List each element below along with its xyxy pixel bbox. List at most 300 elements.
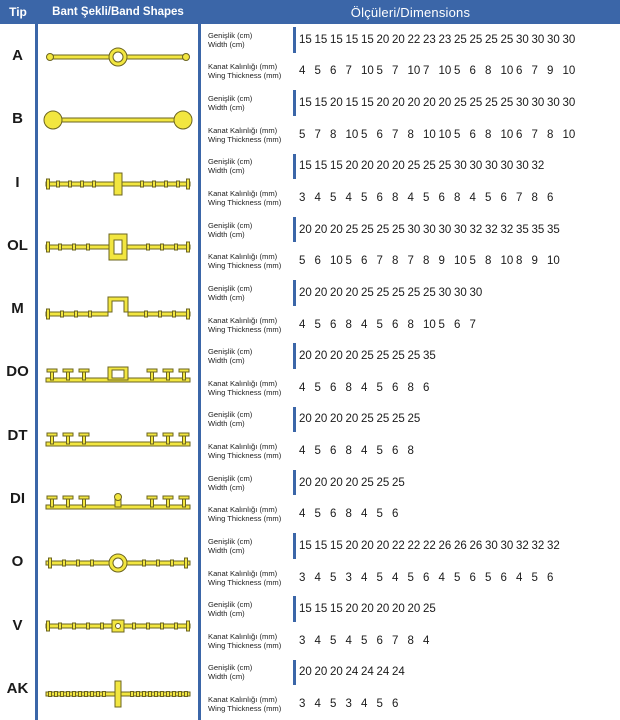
table-row bbox=[0, 467, 620, 530]
width-values bbox=[299, 477, 408, 489]
width-label-tr: Genişlik (cm) bbox=[208, 347, 253, 357]
width-value: 30 bbox=[407, 223, 421, 236]
thickness-values bbox=[299, 319, 485, 331]
width-value: 25 bbox=[454, 97, 467, 110]
width-label bbox=[208, 31, 292, 49]
value-divider bbox=[293, 343, 296, 369]
thickness-value: 5 bbox=[438, 318, 445, 331]
thickness-value: 8 bbox=[392, 255, 399, 268]
width-value: 26 bbox=[469, 539, 483, 552]
width-value: 25 bbox=[485, 97, 498, 110]
thickness-value: 5 bbox=[376, 318, 383, 331]
width-value: 20 bbox=[299, 350, 312, 363]
type-code: DO bbox=[6, 363, 29, 381]
width-label bbox=[208, 537, 292, 555]
dimension-group bbox=[201, 530, 620, 593]
width-value: 20 bbox=[345, 286, 359, 299]
thickness-label-tr: Kanat Kalınlığı (mm) bbox=[208, 695, 278, 705]
thickness-label-tr: Kanat Kalınlığı (mm) bbox=[208, 252, 278, 262]
width-value: 20 bbox=[407, 603, 421, 616]
width-line bbox=[201, 24, 620, 56]
width-value: 20 bbox=[314, 413, 328, 426]
width-value: 35 bbox=[531, 223, 545, 236]
width-value: 20 bbox=[345, 603, 359, 616]
width-line bbox=[201, 277, 620, 309]
width-value: 25 bbox=[423, 603, 436, 616]
dimension-group bbox=[201, 151, 620, 214]
band-profile-graphic bbox=[38, 214, 198, 277]
thickness-line bbox=[201, 435, 620, 467]
band-shape-ribbed-center-tube bbox=[38, 214, 198, 277]
table-row bbox=[0, 87, 620, 150]
band-shape-center-ring bbox=[38, 24, 198, 87]
thickness-value: 8 bbox=[407, 634, 414, 647]
type-code: DT bbox=[7, 426, 28, 444]
width-value: 20 bbox=[407, 97, 421, 110]
thickness-value: 6 bbox=[392, 508, 399, 521]
width-label-en: Width (cm) bbox=[208, 356, 245, 366]
width-value: 25 bbox=[376, 413, 390, 426]
width-value: 25 bbox=[361, 286, 374, 299]
dimension-group bbox=[201, 404, 620, 467]
band-profile-graphic bbox=[38, 593, 198, 656]
width-value: 25 bbox=[392, 413, 405, 426]
width-value: 25 bbox=[407, 413, 421, 426]
thickness-value: 4 bbox=[314, 698, 321, 711]
thickness-label-tr: Kanat Kalınlığı (mm) bbox=[208, 442, 278, 452]
thickness-label bbox=[208, 126, 292, 144]
band-shape-ribbed-center-hole bbox=[38, 593, 198, 656]
width-value: 15 bbox=[314, 97, 328, 110]
thickness-value: 8 bbox=[423, 255, 430, 268]
thickness-value: 10 bbox=[500, 65, 514, 78]
width-line bbox=[201, 530, 620, 562]
thickness-value: 10 bbox=[438, 128, 452, 141]
width-value: 30 bbox=[531, 97, 545, 110]
width-value: 25 bbox=[407, 350, 421, 363]
width-value: 25 bbox=[407, 160, 421, 173]
band-shape-ribbed-center-ring bbox=[38, 530, 198, 593]
table-row bbox=[0, 214, 620, 277]
thickness-value: 5 bbox=[314, 381, 321, 394]
width-value: 24 bbox=[345, 666, 359, 679]
thickness-value: 6 bbox=[330, 318, 337, 331]
thickness-value: 5 bbox=[314, 508, 321, 521]
thickness-value: 8 bbox=[531, 191, 538, 204]
width-value: 20 bbox=[376, 33, 390, 46]
thickness-value: 10 bbox=[500, 128, 514, 141]
thickness-value: 8 bbox=[345, 318, 352, 331]
width-value: 25 bbox=[361, 476, 374, 489]
thickness-value: 10 bbox=[500, 255, 514, 268]
band-profile-graphic bbox=[38, 87, 198, 150]
width-value: 20 bbox=[361, 603, 374, 616]
band-shape-anchor-center-bulb bbox=[38, 467, 198, 530]
width-label-tr: Genişlik (cm) bbox=[208, 410, 253, 420]
thickness-value: 7 bbox=[423, 65, 430, 78]
width-value: 25 bbox=[361, 350, 374, 363]
width-label-en: Width (cm) bbox=[208, 672, 245, 682]
thickness-label-en: Wing Thickness (mm) bbox=[208, 451, 282, 461]
thickness-label bbox=[208, 569, 292, 587]
width-value: 25 bbox=[345, 223, 359, 236]
thickness-value: 10 bbox=[547, 255, 560, 268]
thickness-value: 5 bbox=[314, 65, 321, 78]
width-value: 25 bbox=[392, 350, 405, 363]
width-value: 20 bbox=[392, 160, 405, 173]
width-value: 30 bbox=[469, 160, 483, 173]
thickness-value: 4 bbox=[299, 318, 306, 331]
thickness-values bbox=[299, 382, 439, 394]
width-value: 25 bbox=[500, 97, 514, 110]
thickness-value: 5 bbox=[376, 65, 383, 78]
thickness-value: 4 bbox=[361, 445, 368, 458]
width-label-tr: Genişlik (cm) bbox=[208, 94, 253, 104]
table-row bbox=[0, 530, 620, 593]
table-row bbox=[0, 593, 620, 656]
thickness-value: 5 bbox=[531, 571, 538, 584]
band-profile-graphic bbox=[38, 24, 198, 87]
thickness-values bbox=[299, 508, 408, 520]
thickness-value: 5 bbox=[454, 65, 461, 78]
thickness-label bbox=[208, 505, 292, 523]
width-value: 30 bbox=[547, 33, 560, 46]
band-profile-graphic bbox=[38, 530, 198, 593]
width-value: 30 bbox=[485, 539, 498, 552]
band-shape-anchor-flat bbox=[38, 404, 198, 467]
band-profile-graphic bbox=[38, 404, 198, 467]
thickness-values bbox=[299, 572, 563, 584]
width-label-tr: Genişlik (cm) bbox=[208, 536, 253, 546]
thickness-value: 5 bbox=[345, 255, 352, 268]
thickness-label-tr: Kanat Kalınlığı (mm) bbox=[208, 568, 278, 578]
width-label-en: Width (cm) bbox=[208, 482, 245, 492]
width-value: 25 bbox=[423, 286, 436, 299]
width-value: 30 bbox=[516, 160, 529, 173]
width-label bbox=[208, 474, 292, 492]
width-value: 32 bbox=[531, 539, 545, 552]
band-profile-graphic bbox=[38, 151, 198, 214]
width-label bbox=[208, 347, 292, 365]
width-value: 25 bbox=[500, 33, 514, 46]
thickness-value: 5 bbox=[330, 698, 337, 711]
thickness-value: 5 bbox=[485, 191, 492, 204]
width-value: 35 bbox=[547, 223, 560, 236]
width-value: 30 bbox=[500, 539, 514, 552]
width-value: 25 bbox=[376, 350, 390, 363]
header-dimensions: Ölçüleri/Dimensions bbox=[201, 0, 620, 24]
thickness-line bbox=[201, 562, 620, 594]
width-value: 25 bbox=[469, 33, 483, 46]
thickness-value: 5 bbox=[330, 634, 337, 647]
width-label-tr: Genişlik (cm) bbox=[208, 220, 253, 230]
thickness-value: 7 bbox=[392, 128, 399, 141]
width-value: 32 bbox=[500, 223, 514, 236]
thickness-value: 4 bbox=[407, 191, 414, 204]
width-value: 30 bbox=[485, 160, 498, 173]
thickness-value: 7 bbox=[469, 318, 476, 331]
thickness-label-en: Wing Thickness (mm) bbox=[208, 134, 282, 144]
width-value: 24 bbox=[392, 666, 405, 679]
width-value: 15 bbox=[299, 539, 312, 552]
thickness-value: 10 bbox=[562, 128, 576, 141]
thickness-value: 8 bbox=[547, 128, 554, 141]
type-code: AK bbox=[6, 679, 29, 697]
width-label-en: Width (cm) bbox=[208, 39, 245, 49]
thickness-value: 6 bbox=[547, 571, 554, 584]
thickness-line bbox=[201, 688, 620, 720]
width-value: 25 bbox=[376, 223, 390, 236]
thickness-value: 8 bbox=[485, 65, 492, 78]
width-value: 25 bbox=[376, 476, 390, 489]
width-line bbox=[201, 151, 620, 183]
width-value: 25 bbox=[454, 33, 467, 46]
width-value: 30 bbox=[516, 97, 529, 110]
thickness-value: 8 bbox=[345, 381, 352, 394]
width-value: 25 bbox=[469, 97, 483, 110]
thickness-label-en: Wing Thickness (mm) bbox=[208, 261, 282, 271]
thickness-value: 8 bbox=[485, 128, 492, 141]
width-values bbox=[299, 666, 408, 678]
thickness-value: 4 bbox=[299, 508, 306, 521]
width-label-en: Width (cm) bbox=[208, 545, 245, 555]
thickness-label-en: Wing Thickness (mm) bbox=[208, 514, 282, 524]
width-value: 25 bbox=[361, 413, 374, 426]
width-value: 15 bbox=[330, 33, 343, 46]
thickness-value: 8 bbox=[485, 255, 492, 268]
thickness-value: 7 bbox=[376, 255, 383, 268]
width-value: 20 bbox=[392, 97, 405, 110]
thickness-value: 5 bbox=[361, 128, 368, 141]
type-code: DI bbox=[10, 489, 25, 507]
width-value: 22 bbox=[407, 539, 421, 552]
thickness-value: 5 bbox=[376, 381, 383, 394]
width-label bbox=[208, 94, 292, 112]
thickness-value: 5 bbox=[314, 445, 321, 458]
width-value: 22 bbox=[407, 33, 421, 46]
width-value: 30 bbox=[469, 286, 483, 299]
width-value: 15 bbox=[299, 603, 312, 616]
width-value: 30 bbox=[562, 33, 576, 46]
band-profile-graphic bbox=[38, 657, 198, 720]
header-tip: Tip bbox=[0, 0, 36, 24]
thickness-label-en: Wing Thickness (mm) bbox=[208, 640, 282, 650]
thickness-value: 3 bbox=[345, 698, 352, 711]
thickness-line bbox=[201, 625, 620, 657]
width-value: 20 bbox=[314, 666, 328, 679]
thickness-label bbox=[208, 189, 292, 207]
band-shape-end-bulbs bbox=[38, 87, 198, 150]
type-code: A bbox=[12, 47, 23, 65]
value-divider bbox=[293, 660, 296, 686]
thickness-value: 8 bbox=[407, 128, 414, 141]
thickness-label bbox=[208, 62, 292, 80]
width-label-tr: Genişlik (cm) bbox=[208, 600, 253, 610]
width-value: 25 bbox=[423, 160, 436, 173]
thickness-value: 5 bbox=[330, 571, 337, 584]
width-value: 15 bbox=[299, 97, 312, 110]
thickness-value: 6 bbox=[454, 318, 461, 331]
band-profile-graphic bbox=[38, 467, 198, 530]
width-value: 15 bbox=[361, 33, 374, 46]
width-value: 23 bbox=[423, 33, 436, 46]
thickness-value: 8 bbox=[454, 191, 461, 204]
width-value: 30 bbox=[516, 33, 529, 46]
width-value: 15 bbox=[314, 603, 328, 616]
width-value: 25 bbox=[407, 286, 421, 299]
thickness-line bbox=[201, 182, 620, 214]
thickness-line bbox=[201, 245, 620, 277]
width-value: 20 bbox=[345, 160, 359, 173]
thickness-line bbox=[201, 56, 620, 88]
dimension-group bbox=[201, 24, 620, 87]
thickness-value: 6 bbox=[330, 508, 337, 521]
thickness-value: 10 bbox=[330, 255, 343, 268]
thickness-value: 4 bbox=[469, 191, 476, 204]
value-divider bbox=[293, 533, 296, 559]
type-code: B bbox=[12, 110, 23, 128]
width-value: 15 bbox=[345, 97, 359, 110]
width-label bbox=[208, 663, 292, 681]
width-value: 20 bbox=[361, 539, 374, 552]
thickness-values bbox=[299, 698, 408, 710]
thickness-value: 6 bbox=[469, 128, 476, 141]
width-value: 22 bbox=[392, 539, 405, 552]
dimension-group bbox=[201, 277, 620, 340]
width-value: 32 bbox=[516, 539, 529, 552]
thickness-value: 4 bbox=[345, 191, 352, 204]
value-divider bbox=[293, 470, 296, 496]
width-label-en: Width (cm) bbox=[208, 419, 245, 429]
thickness-value: 4 bbox=[314, 191, 321, 204]
width-value: 30 bbox=[438, 223, 452, 236]
value-divider bbox=[293, 407, 296, 433]
thickness-value: 6 bbox=[392, 318, 399, 331]
width-line bbox=[201, 340, 620, 372]
thickness-value: 6 bbox=[330, 381, 337, 394]
thickness-label bbox=[208, 379, 292, 397]
thickness-value: 9 bbox=[531, 255, 538, 268]
thickness-label-en: Wing Thickness (mm) bbox=[208, 71, 282, 81]
thickness-value: 7 bbox=[392, 634, 399, 647]
thickness-value: 4 bbox=[361, 508, 368, 521]
thickness-label-en: Wing Thickness (mm) bbox=[208, 197, 282, 207]
width-value: 25 bbox=[392, 476, 405, 489]
thickness-value: 6 bbox=[361, 255, 368, 268]
dimension-group bbox=[201, 340, 620, 403]
thickness-value: 10 bbox=[423, 318, 436, 331]
width-value: 32 bbox=[485, 223, 498, 236]
thickness-value: 7 bbox=[314, 128, 321, 141]
width-value: 20 bbox=[376, 539, 390, 552]
thickness-value: 9 bbox=[547, 65, 554, 78]
width-value: 35 bbox=[516, 223, 529, 236]
thickness-value: 6 bbox=[469, 65, 476, 78]
width-values bbox=[299, 540, 563, 552]
width-label-tr: Genişlik (cm) bbox=[208, 157, 253, 167]
thickness-value: 6 bbox=[423, 381, 430, 394]
thickness-value: 8 bbox=[407, 381, 414, 394]
width-value: 15 bbox=[330, 160, 343, 173]
width-value: 32 bbox=[469, 223, 483, 236]
width-value: 30 bbox=[423, 223, 436, 236]
width-value: 20 bbox=[330, 413, 343, 426]
thickness-value: 6 bbox=[376, 128, 383, 141]
type-code: OL bbox=[7, 236, 28, 254]
width-value: 20 bbox=[330, 666, 343, 679]
width-line bbox=[201, 593, 620, 625]
width-value: 20 bbox=[299, 666, 312, 679]
width-label bbox=[208, 410, 292, 428]
width-value: 20 bbox=[314, 223, 328, 236]
dimension-group bbox=[201, 593, 620, 656]
thickness-value: 7 bbox=[407, 255, 414, 268]
table-row bbox=[0, 340, 620, 403]
width-value: 25 bbox=[392, 223, 405, 236]
thickness-value: 3 bbox=[299, 634, 306, 647]
thickness-value: 7 bbox=[516, 191, 523, 204]
header-band-shapes: Bant Şekli/Band Shapes bbox=[38, 0, 198, 24]
thickness-value: 5 bbox=[314, 318, 321, 331]
table-row bbox=[0, 151, 620, 214]
width-value: 20 bbox=[314, 476, 328, 489]
width-value: 30 bbox=[500, 160, 514, 173]
value-divider bbox=[293, 154, 296, 180]
width-label-en: Width (cm) bbox=[208, 103, 245, 113]
width-value: 20 bbox=[314, 286, 328, 299]
thickness-value: 10 bbox=[423, 128, 436, 141]
thickness-value: 5 bbox=[423, 191, 430, 204]
width-values bbox=[299, 224, 563, 236]
band-shape-ribbed-center-loop bbox=[38, 277, 198, 340]
thickness-value: 6 bbox=[423, 571, 430, 584]
thickness-value: 3 bbox=[299, 191, 306, 204]
table-row bbox=[0, 404, 620, 467]
width-values bbox=[299, 350, 439, 362]
thickness-value: 6 bbox=[330, 445, 337, 458]
type-code: I bbox=[15, 173, 20, 191]
thickness-value: 4 bbox=[299, 445, 306, 458]
width-value: 30 bbox=[562, 97, 576, 110]
value-divider bbox=[293, 217, 296, 243]
width-value: 23 bbox=[438, 33, 452, 46]
width-label bbox=[208, 157, 292, 175]
thickness-value: 7 bbox=[392, 65, 399, 78]
width-value: 20 bbox=[330, 97, 343, 110]
thickness-value: 7 bbox=[531, 128, 538, 141]
width-value: 20 bbox=[438, 97, 452, 110]
width-value: 30 bbox=[438, 286, 452, 299]
width-value: 25 bbox=[361, 223, 374, 236]
width-value: 15 bbox=[330, 539, 343, 552]
thickness-value: 5 bbox=[299, 128, 306, 141]
thickness-value: 5 bbox=[376, 698, 383, 711]
thickness-value: 8 bbox=[516, 255, 523, 268]
width-values bbox=[299, 160, 547, 172]
width-value: 15 bbox=[314, 160, 328, 173]
thickness-value: 4 bbox=[423, 634, 430, 647]
thickness-value: 3 bbox=[345, 571, 352, 584]
width-value: 20 bbox=[361, 160, 374, 173]
thickness-value: 5 bbox=[376, 508, 383, 521]
thickness-value: 4 bbox=[516, 571, 523, 584]
thickness-value: 8 bbox=[392, 191, 399, 204]
thickness-value: 5 bbox=[454, 128, 461, 141]
thickness-values bbox=[299, 255, 563, 267]
width-value: 20 bbox=[345, 476, 359, 489]
width-label bbox=[208, 221, 292, 239]
width-line bbox=[201, 657, 620, 689]
